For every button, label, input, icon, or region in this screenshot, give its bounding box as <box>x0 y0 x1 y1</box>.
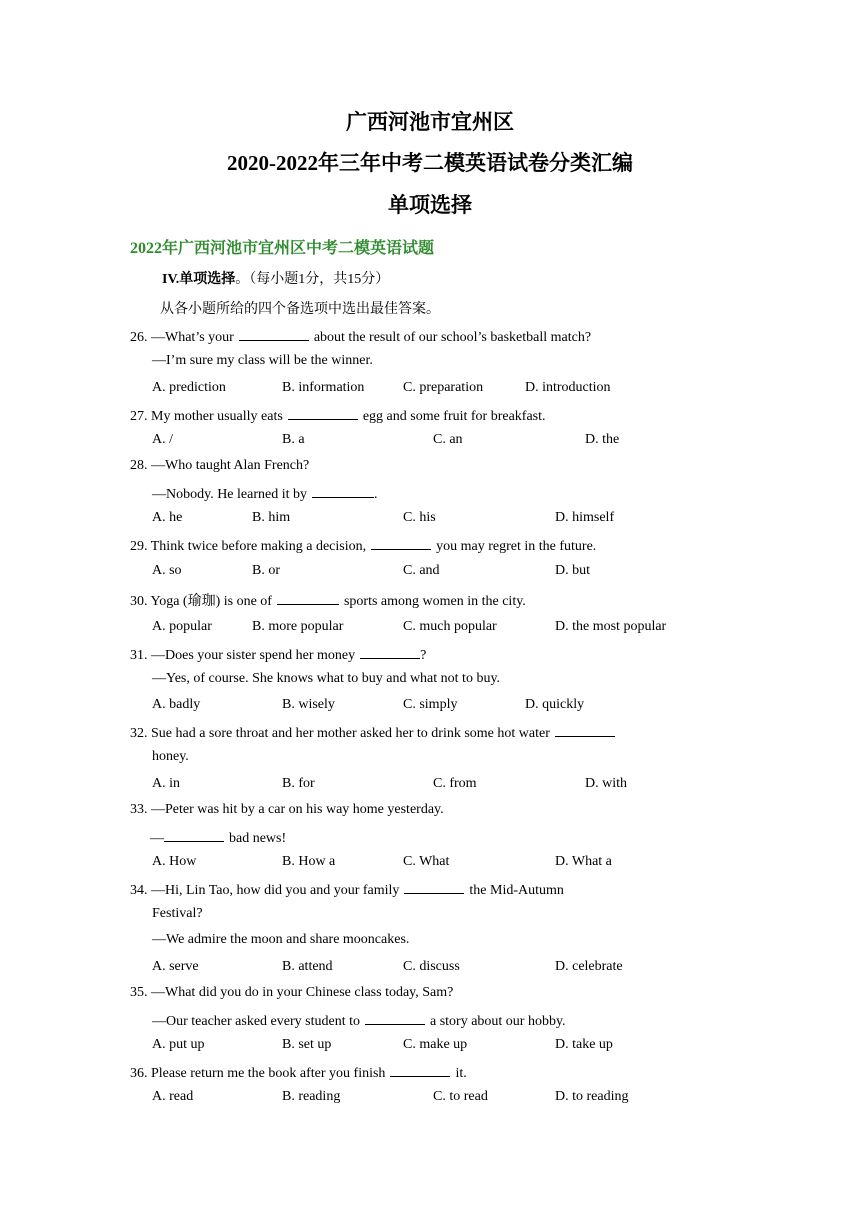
q35-option-d: D. take up <box>555 1037 613 1052</box>
q35-option-b: B. set up <box>282 1037 332 1052</box>
q30-option-d: D. the most popular <box>555 619 667 634</box>
q31-option-a: A. badly <box>152 697 201 712</box>
q34-option-b: B. attend <box>282 959 333 974</box>
q27-option-b: B. a <box>282 432 305 447</box>
text-fragment: 26. —What’s your <box>130 330 234 345</box>
text-fragment: . <box>374 487 378 502</box>
q32-option-c: C. from <box>433 776 477 791</box>
text-fragment: about the result of our school’s basketball match? <box>313 330 592 345</box>
answer-blank <box>239 327 309 341</box>
text-fragment: the Mid-Autumn <box>469 883 564 898</box>
question-28-stem: 28. —Who taught Alan French? <box>130 458 310 473</box>
q32-option-b: B. for <box>282 776 315 791</box>
doc-region-title: 广西河池市宜州区 <box>346 110 514 134</box>
text-fragment: sports among women in the city. <box>343 594 526 609</box>
text-fragment: bad news! <box>229 831 287 846</box>
question-35-reply <box>152 1011 566 1030</box>
q30-option-c: C. much popular <box>403 619 497 634</box>
question-34-stem <box>130 880 564 899</box>
answer-blank <box>555 723 615 737</box>
part-heading <box>162 268 389 288</box>
q33-option-a: A. How <box>152 854 197 869</box>
q33-option-d: D. What a <box>555 854 612 869</box>
question-33-reply <box>150 828 286 847</box>
q28-option-a: A. he <box>152 510 183 525</box>
q29-option-a: A. so <box>152 563 182 578</box>
text-fragment: it. <box>455 1066 467 1081</box>
question-31-stem <box>130 645 426 664</box>
q29-option-c: C. and <box>403 563 440 578</box>
answer-blank <box>277 591 339 605</box>
question-30-stem <box>130 590 526 610</box>
q32-option-a: A. in <box>152 776 180 791</box>
text-fragment: —Nobody. He learned it by <box>152 487 307 502</box>
answer-blank <box>365 1011 425 1025</box>
text-fragment: 27. My mother usually eats <box>130 409 283 424</box>
q28-option-d: D. himself <box>555 510 615 525</box>
part-note: 。（每小题1分，共15分） <box>235 272 390 287</box>
question-27-stem <box>130 406 546 425</box>
question-34-reply: —We admire the moon and share mooncakes. <box>152 932 410 947</box>
q28-option-c: C. his <box>403 510 436 525</box>
q29-option-b: B. or <box>252 563 280 578</box>
text-fragment: —Our teacher asked every student to <box>152 1014 360 1029</box>
q28-option-b: B. him <box>252 510 291 525</box>
answer-blank <box>312 484 374 498</box>
text-fragment: 29. Think twice before making a decision, <box>130 539 367 554</box>
q35-option-c: C. make up <box>403 1037 468 1052</box>
question-35-stem: 35. —What did you do in your Chinese class today, Sam? <box>130 985 454 1000</box>
text-fragment: you may regret in the future. <box>436 539 597 554</box>
text-fragment: a story about our hobby. <box>429 1014 566 1029</box>
doc-topic-title: 单项选择 <box>388 193 472 217</box>
q35-option-a: A. put up <box>152 1037 205 1052</box>
q32-option-d: D. with <box>585 776 627 791</box>
q31-option-c: C. simply <box>403 697 458 712</box>
q27-option-c: C. an <box>433 432 463 447</box>
text-fragment: — <box>150 831 164 846</box>
answer-blank <box>390 1063 450 1077</box>
doc-series-title: 2020-2022年三年中考二模英语试卷分类汇编 <box>227 151 633 175</box>
q26-option-c: C. preparation <box>403 380 484 395</box>
q31-option-d: D. quickly <box>525 697 585 712</box>
q27-option-d: D. the <box>585 432 620 447</box>
q36-option-c: C. to read <box>433 1089 488 1104</box>
q26-option-d: D. introduction <box>525 380 611 395</box>
text-fragment: 34. —Hi, Lin Tao, how did you and your family <box>130 883 400 898</box>
q30-option-b: B. more popular <box>252 619 344 634</box>
part-label: IV.单项选择 <box>162 272 236 287</box>
q29-option-d: D. but <box>555 563 590 578</box>
text-fragment: ? <box>420 648 427 663</box>
q33-option-c: C. What <box>403 854 450 869</box>
q26-option-a: A. prediction <box>152 380 226 395</box>
answer-blank <box>404 880 464 894</box>
q30-option-a: A. popular <box>152 619 212 634</box>
q27-option-a: A. / <box>152 432 173 447</box>
question-34-stem-cont: Festival? <box>152 906 203 921</box>
q34-option-d: D. celebrate <box>555 959 623 974</box>
q31-option-b: B. wisely <box>282 697 335 712</box>
text-fragment: 31. —Does your sister spend her money <box>130 648 356 663</box>
q34-option-c: C. discuss <box>403 959 460 974</box>
q33-option-b: B. How a <box>282 854 336 869</box>
question-32-stem-cont: honey. <box>152 749 189 764</box>
q36-option-a: A. read <box>152 1089 194 1104</box>
text-fragment: 32. Sue had a sore throat and her mother asked her to drink some hot water <box>130 726 550 741</box>
q36-option-b: B. reading <box>282 1089 341 1104</box>
answer-blank <box>288 406 358 420</box>
section-heading: 2022年广西河池市宜州区中考二模英语试题 <box>130 240 435 257</box>
text-fragment: egg and some fruit for breakfast. <box>362 409 546 424</box>
question-29-stem <box>130 536 596 555</box>
answer-blank <box>371 536 431 550</box>
q34-option-a: A. serve <box>152 959 199 974</box>
question-31-reply: —Yes, of course. She knows what to buy and what not to buy. <box>152 671 501 686</box>
instruction: 从各小题所给的四个备选项中选出最佳答案。 <box>160 302 440 317</box>
answer-blank <box>360 645 420 659</box>
text-fragment: 30. Yoga (瑜珈) is one of <box>130 594 272 609</box>
text-fragment: 36. Please return me the book after you finish <box>130 1066 386 1081</box>
q26-option-b: B. information <box>282 380 365 395</box>
answer-blank <box>164 828 224 842</box>
question-28-reply <box>152 484 378 503</box>
question-32-stem <box>130 723 620 742</box>
question-33-stem: 33. —Peter was hit by a car on his way home yesterday. <box>130 802 444 817</box>
question-36-stem <box>130 1063 467 1082</box>
q36-option-d: D. to reading <box>555 1089 629 1104</box>
question-26-stem <box>130 327 591 346</box>
question-26-reply: —I’m sure my class will be the winner. <box>152 353 373 368</box>
